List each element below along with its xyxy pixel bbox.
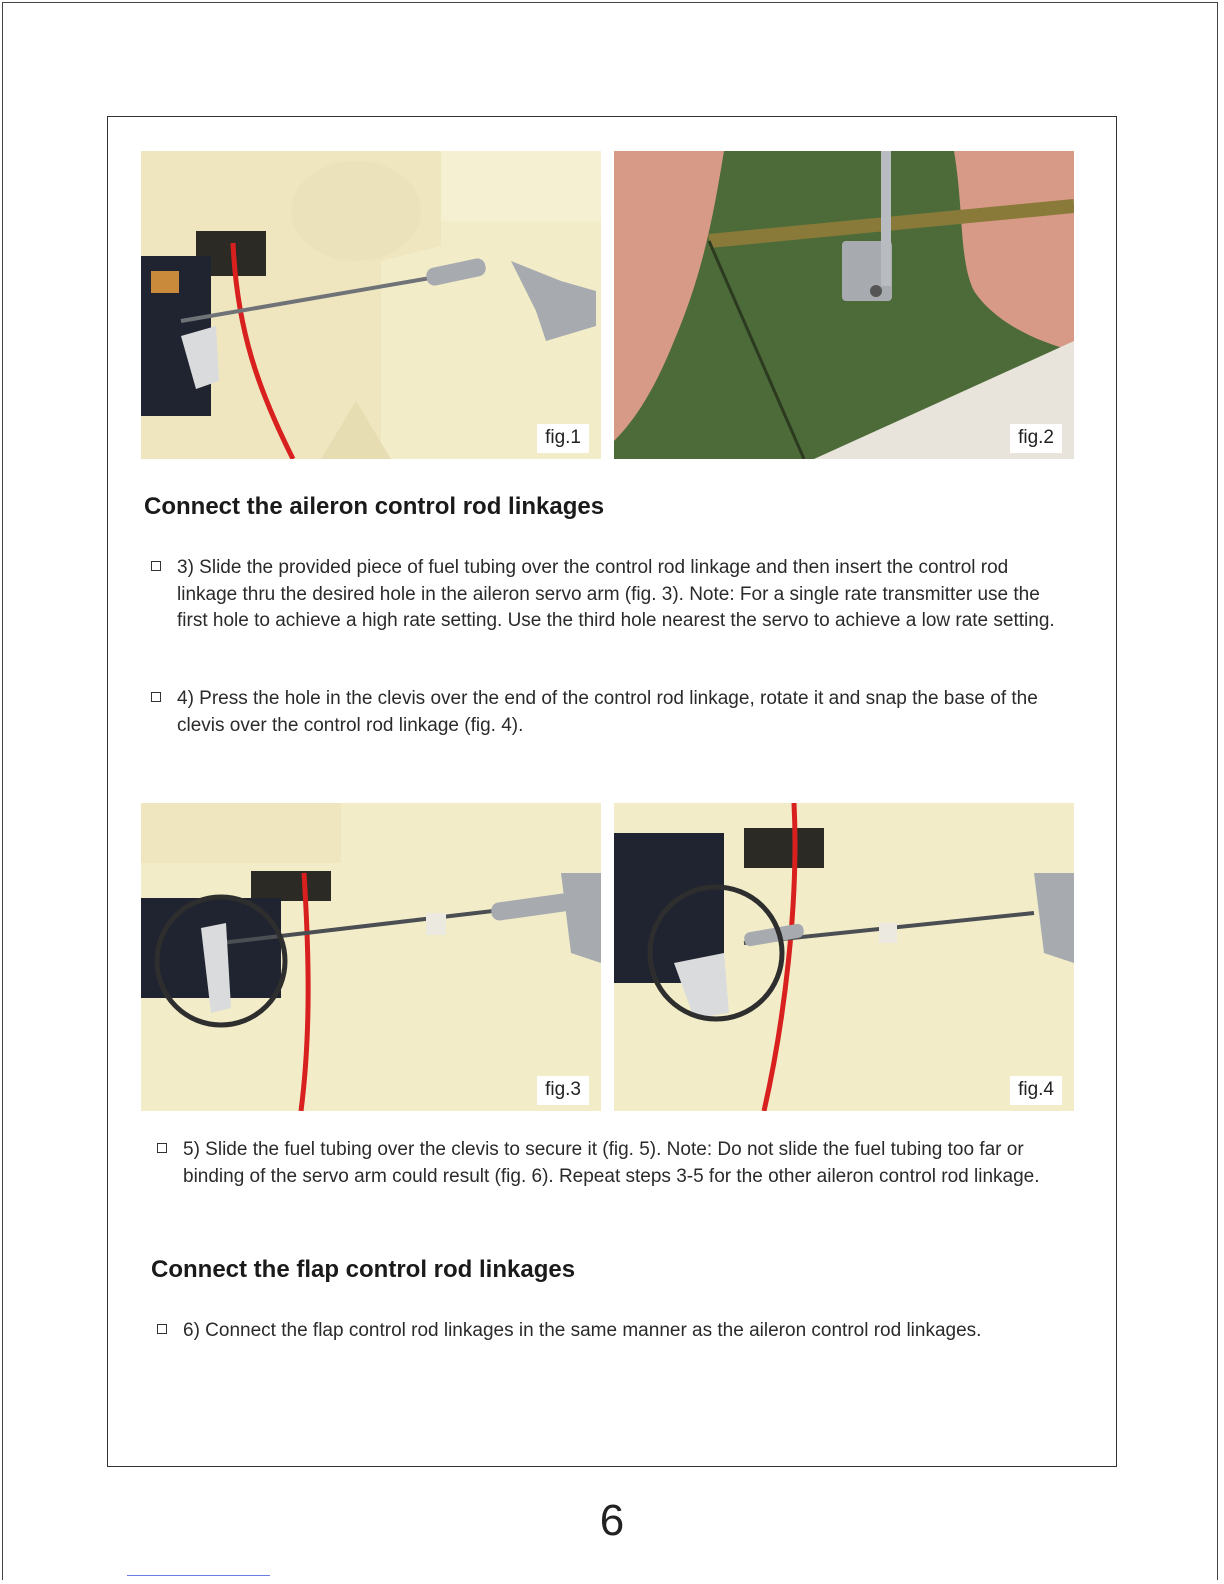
checkbox-icon[interactable] [151, 692, 161, 702]
step-4-text: 4) Press the hole in the clevis over the end of the control rod linkage, rotate it and snap the base of the clevis over the control rod linkage (fig. 4). [177, 688, 1038, 736]
step-4 [151, 686, 1071, 739]
checkbox-icon[interactable] [151, 561, 161, 571]
fig1-photo [141, 151, 601, 459]
fig3-label: fig.3 [537, 1076, 589, 1105]
fig1-label: fig.1 [537, 424, 589, 453]
step-5-text: 5) Slide the fuel tubing over the clevis to secure it (fig. 5). Note: Do not slide the fuel tubing too far or binding of the servo arm could result (fig. 6). Repeat steps 3-5 for the other aileron control rod linkage. [183, 1139, 1040, 1187]
fig2-label: fig.2 [1010, 424, 1062, 453]
step-6 [157, 1318, 1047, 1345]
page-number: 6 [599, 1496, 625, 1545]
step-3 [151, 555, 1071, 635]
checkbox-icon[interactable] [157, 1143, 167, 1153]
checkbox-icon[interactable] [157, 1324, 167, 1334]
fig2-photo [614, 151, 1074, 459]
footer-link-underline[interactable] [127, 1575, 270, 1576]
fig3-photo [141, 803, 601, 1111]
aileron-section-heading: Connect the aileron control rod linkages [144, 493, 605, 520]
flap-section-heading: Connect the flap control rod linkages [151, 1256, 576, 1283]
step-5 [157, 1137, 1087, 1190]
step-3-text: 3) Slide the provided piece of fuel tubing over the control rod linkage and then insert the control rod linkage thru the desired hole in the aileron servo arm (fig. 3). Note: For a single rate transmitter use the first hole to achieve a high rate setting. Use the third hole nearest the servo to achieve a low rate setting. [177, 557, 1055, 631]
fig4-label: fig.4 [1010, 1076, 1062, 1105]
fig4-photo [614, 803, 1074, 1111]
step-6-text: 6) Connect the flap control rod linkages in the same manner as the aileron control rod linkages. [183, 1320, 982, 1341]
